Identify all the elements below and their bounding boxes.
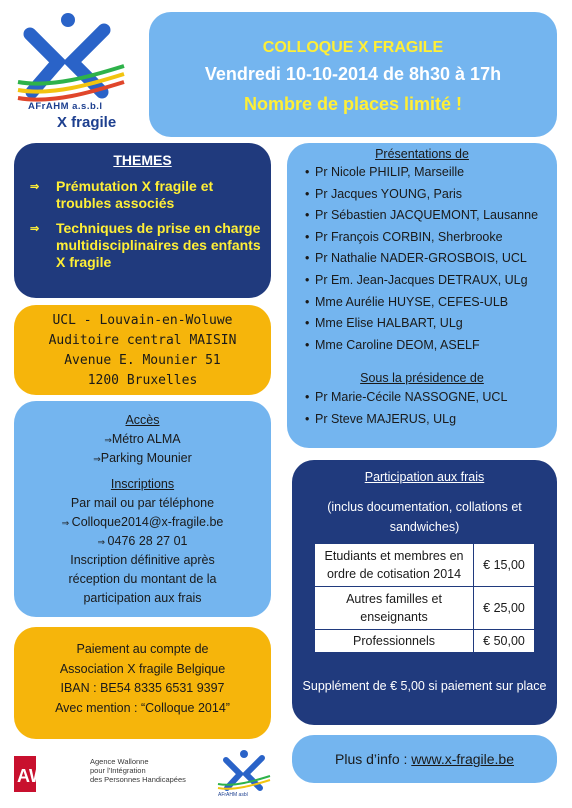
fees-table (314, 543, 535, 653)
email-line[interactable] (14, 515, 271, 529)
speaker-item: • Pr Nathalie NADER-GROSBOIS, UCL (305, 251, 527, 266)
small-logo-caption: AFrAHM asbl (218, 792, 248, 798)
double-arrow-icon: ⇒ (30, 181, 40, 193)
chair-item: • Pr Marie-Cécile NASSOGNE, UCL (305, 390, 508, 404)
bullet-icon: • (305, 208, 310, 223)
double-arrow-icon: ⇒ (93, 454, 101, 464)
chair-item: • Pr Steve MAJERUS, ULg (305, 411, 457, 426)
phone-line: ⇒ 0476 28 27 01 (97, 534, 188, 548)
speaker-item: • Pr Jacques YOUNG, Paris (305, 186, 463, 201)
awiph-logo-text: AWIPH (17, 766, 77, 786)
bullet-icon: • (305, 390, 310, 404)
fee-price: € 15,00 (474, 544, 535, 587)
email-link[interactable]: Colloque2014@x-fragile.be (71, 515, 224, 529)
fees-heading: Participation aux frais (364, 470, 485, 484)
double-arrow-icon: ⇒ (104, 435, 112, 445)
definitive-text: participation aux frais (83, 591, 202, 605)
awiph-caption: Agence Wallonne pour l'Intégration des Personnes Handicapées (90, 757, 186, 784)
parking-line: ⇒Parking Mounier (93, 451, 192, 465)
access-heading: Accès (125, 413, 160, 427)
double-arrow-icon: ⇒ (30, 223, 40, 235)
table-row (315, 630, 535, 653)
bullet-icon: • (305, 251, 310, 266)
awiph-logo (12, 748, 202, 800)
fee-label: Etudiants et membres en ordre de cotisation 2014 (315, 544, 474, 587)
presentations-heading: Présentations de (375, 147, 469, 161)
small-afrahm-logo (214, 748, 274, 800)
theme-item (30, 220, 263, 271)
more-info-panel (292, 735, 557, 783)
awiph-mark-icon (14, 756, 80, 792)
speaker-list (305, 165, 553, 359)
event-date: Vendredi 10-10-2014 de 8h30 à 17h (204, 64, 502, 84)
definitive-text: Inscription définitive après (70, 553, 215, 567)
payment-mention: Avec mention : “Colloque 2014” (55, 700, 230, 715)
speaker-item: • Mme Aurélie HUYSE, CEFES-ULB (305, 294, 509, 309)
payment-line: Paiement au compte de (76, 642, 209, 656)
payment-line: Association X fragile Belgique (59, 661, 226, 676)
bullet-icon: • (305, 316, 310, 331)
venue-panel (14, 305, 271, 395)
definitive-text: réception du montant de la (68, 572, 217, 586)
themes-panel (14, 143, 271, 298)
speaker-item: • Mme Caroline DEOM, ASELF (305, 337, 480, 352)
chair-list (305, 390, 553, 433)
venue-line: Auditoire central MAISIN (48, 333, 237, 348)
fee-price: € 25,00 (474, 587, 535, 630)
iban-line: IBAN : BE54 8335 6531 9397 (60, 681, 225, 695)
speaker-item: • Pr Sébastien JACQUEMONT, Lausanne (305, 208, 539, 223)
fee-price: € 50,00 (474, 630, 535, 653)
fees-supplement: Supplément de € 5,00 si paiement sur place (302, 679, 547, 693)
bullet-icon: • (305, 294, 310, 309)
speaker-item: • Pr Nicole PHILIP, Marseille (305, 165, 465, 179)
bullet-icon: • (305, 411, 310, 426)
payment-panel (14, 627, 271, 739)
double-arrow-icon: ⇒ (97, 537, 108, 547)
header-banner (149, 12, 557, 137)
fees-panel (292, 460, 557, 725)
info-label: Plus d’info : (335, 751, 408, 767)
theme-text: Prémutation X fragile et troubles associés (56, 178, 214, 211)
logo-brand-name: X fragile (57, 114, 117, 131)
speaker-item: • Pr François CORBIN, Sherbrooke (305, 229, 503, 244)
table-row (315, 544, 535, 587)
x-figure-icon (12, 12, 130, 107)
themes-heading: THEMES (113, 152, 172, 168)
fee-label: Professionnels (315, 630, 474, 653)
theme-item (30, 178, 263, 212)
chair-heading: Sous la présidence de (360, 371, 484, 385)
venue-line: UCL - Louvain-en-Woluwe (52, 313, 233, 328)
speaker-item: • Pr Em. Jean-Jacques DETRAUX, ULg (305, 272, 528, 287)
logo-brand-line: AFrAHM a.s.b.l (28, 101, 103, 112)
metro-line: ⇒Métro ALMA (104, 432, 181, 446)
afrahm-logo (12, 12, 130, 137)
inscriptions-heading: Inscriptions (110, 477, 175, 491)
bullet-icon: • (305, 272, 310, 287)
bullet-icon: • (305, 229, 310, 244)
presentations-panel (287, 143, 557, 448)
limited-places-notice: Nombre de places limité ! (243, 94, 463, 114)
table-row (315, 587, 535, 630)
bullet-icon: • (305, 337, 310, 352)
event-title: COLLOQUE X FRAGILE (262, 39, 444, 56)
bullet-icon: • (305, 186, 310, 201)
double-arrow-icon: ⇒ (61, 518, 72, 528)
website-link[interactable]: www.x-fragile.be (411, 751, 514, 767)
theme-text: Techniques de prise en charge multidisciplinaires des enfants X fragile (56, 220, 261, 270)
speaker-item: • Mme Elise HALBART, ULg (305, 316, 463, 331)
venue-line: 1200 Bruxelles (87, 373, 198, 388)
venue-line: Avenue E. Mounier 51 (64, 353, 221, 368)
inscriptions-text: Par mail ou par téléphone (70, 496, 215, 510)
fees-note: (inclus documentation, collations et sandwiches) (327, 500, 522, 534)
access-panel (14, 401, 271, 617)
bullet-icon: • (305, 165, 310, 179)
fee-label: Autres familles et enseignants (315, 587, 474, 630)
